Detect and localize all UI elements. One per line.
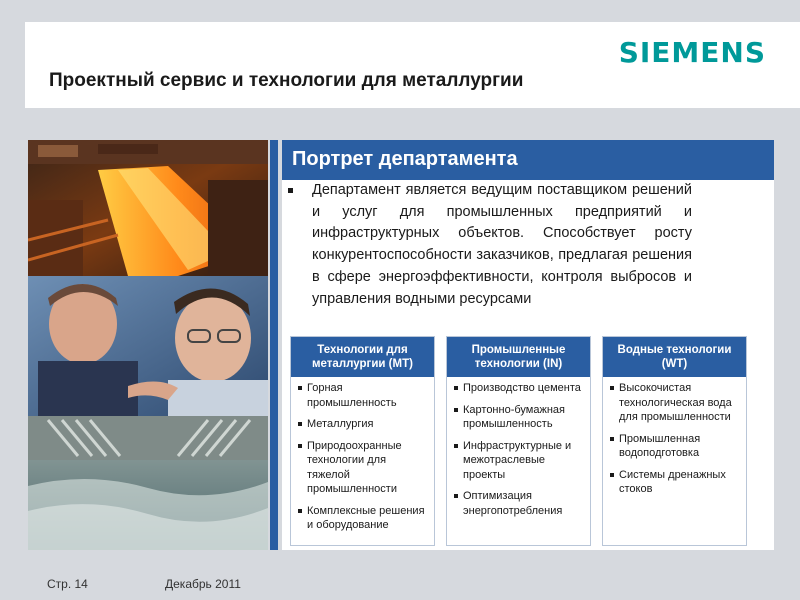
accent-strip [270, 140, 278, 550]
footer-date: Декабрь 2011 [165, 577, 241, 591]
portrait-header [282, 140, 774, 180]
card-list [291, 381, 434, 533]
list-item: Комплексные решения и оборудование [297, 504, 430, 533]
list-item: Системы дренажных стоков [609, 468, 742, 497]
siemens-logo: SIEMENS [618, 36, 766, 69]
list-item: Инфраструктурные и межотраслевые проекты [453, 439, 586, 483]
engineers-photo [28, 276, 268, 416]
card-title: Водные технологии (WT) [603, 337, 746, 377]
portrait-title: Портрет департамента [292, 148, 518, 170]
card-industrial [446, 336, 591, 546]
department-portrait-panel [282, 140, 774, 550]
card-list [603, 381, 746, 497]
list-item: Картонно-бумажная промышленность [453, 403, 586, 432]
card-title: Промышленные технологии (IN) [447, 337, 590, 377]
list-item: Оптимизация энергопотребления [453, 489, 586, 518]
list-item: Природоохранные технологии для тяжелой промышленности [297, 439, 430, 497]
page-title: Проектный сервис и технологии для металлургии [49, 70, 524, 91]
portrait-description: Департамент является ведущим поставщиком решений и услуг для промышленных предприятий и инфраструктурных объектов. Способствует росту конкурентоспособности заказчиков, предлагая решения в сфере энергоэффективности, контроля выбросов и управления водными ресурсами [312, 182, 692, 307]
water-treatment-photo [28, 416, 268, 550]
list-item: Производство цемента [453, 381, 586, 396]
bullet-icon [288, 188, 293, 193]
card-list [447, 381, 590, 518]
steel-mill-photo [28, 140, 268, 276]
header [25, 22, 800, 108]
list-item: Высокочистая технологическая вода для промышленности [609, 381, 742, 425]
card-title: Технологии для металлургии (MT) [291, 337, 434, 377]
card-metallurgy [290, 336, 435, 546]
list-item: Промышленная водоподготовка [609, 432, 742, 461]
photo-column [28, 140, 268, 550]
list-item: Горная промышленность [297, 381, 430, 410]
list-item: Металлургия [297, 417, 430, 432]
technology-cards [290, 336, 774, 546]
page-number: Стр. 14 [47, 577, 88, 591]
card-water [602, 336, 747, 546]
